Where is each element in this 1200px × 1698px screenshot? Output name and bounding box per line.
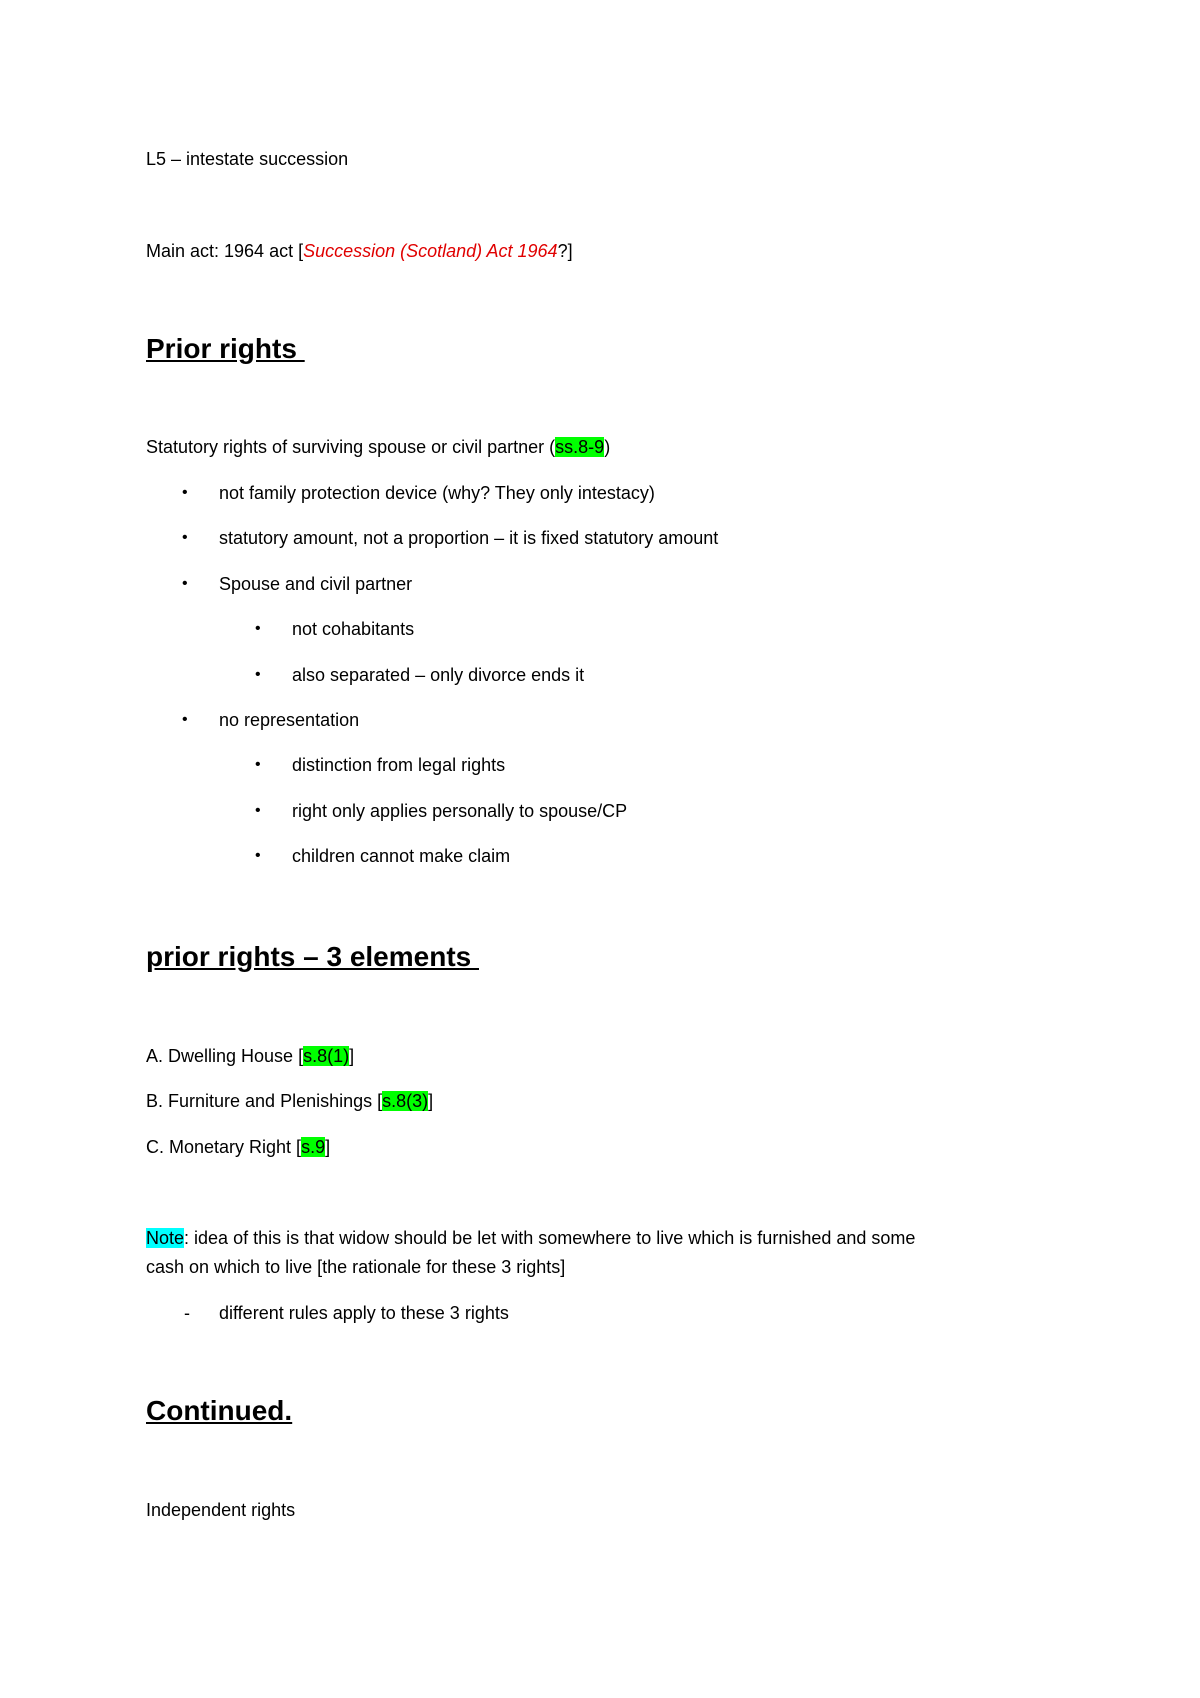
sub-list-item: children cannot make claim — [292, 846, 511, 866]
element-close: ] — [349, 1046, 355, 1066]
sub-list-item: also separated – only divorce ends it — [292, 665, 585, 685]
sub-list-item: distinction from legal rights — [292, 755, 506, 775]
bullet-icon: • — [255, 756, 261, 773]
statutory-rights-intro — [146, 436, 610, 458]
heading-continued: Continued. — [146, 1395, 293, 1426]
bullet-icon: • — [182, 711, 188, 728]
element-c — [146, 1136, 330, 1158]
dash-item: different rules apply to these 3 rights — [219, 1303, 509, 1323]
element-ref: s.9 — [301, 1137, 326, 1157]
main-act-line — [146, 240, 573, 262]
dash-symbol: - — [184, 1303, 190, 1323]
bullet-icon: • — [182, 529, 188, 546]
element-close: ] — [428, 1091, 434, 1111]
intro-ref: ss.8-9 — [555, 437, 605, 457]
sub-list-item: not cohabitants — [292, 619, 415, 639]
bullet-icon: • — [255, 802, 261, 819]
bullet-icon: • — [182, 484, 188, 501]
note-line-2: cash on which to live [the rationale for these 3 rights] — [146, 1257, 566, 1277]
element-ref: s.8(1) — [303, 1046, 350, 1066]
main-act-name: Succession (Scotland) Act 1964 — [303, 241, 558, 261]
bullet-icon: • — [255, 666, 261, 683]
list-item: not family protection device (why? They only intestacy) — [219, 483, 655, 503]
note-text: : idea of this is that widow should be let with somewhere to live which is furnished and some — [184, 1228, 916, 1248]
intro-text: Statutory rights of surviving spouse or civil partner ( — [146, 437, 556, 457]
list-item: no representation — [219, 710, 360, 730]
element-label: C. Monetary Right [ — [146, 1137, 302, 1157]
sub-list-item: right only applies personally to spouse/CP — [292, 801, 628, 821]
element-ref: s.8(3) — [382, 1091, 429, 1111]
document-title: L5 – intestate succession — [146, 149, 349, 169]
heading-prior-rights: Prior rights — [146, 333, 305, 364]
element-close: ] — [325, 1137, 331, 1157]
heading-three-elements: prior rights – 3 elements — [146, 941, 479, 972]
main-act-suffix: ?] — [557, 241, 573, 261]
main-act-prefix: Main act: 1964 act [ — [146, 241, 304, 261]
bullet-icon: • — [182, 575, 188, 592]
bullet-icon: • — [255, 620, 261, 637]
note-label: Note — [146, 1228, 185, 1248]
element-label: A. Dwelling House [ — [146, 1046, 304, 1066]
element-a — [146, 1045, 354, 1067]
bullet-icon: • — [255, 847, 261, 864]
independent-rights-text: Independent rights — [146, 1500, 296, 1520]
note-line-1 — [146, 1227, 915, 1249]
element-b — [146, 1090, 433, 1112]
element-label: B. Furniture and Plenishings [ — [146, 1091, 383, 1111]
intro-close: ) — [604, 437, 611, 457]
list-item: Spouse and civil partner — [219, 574, 413, 594]
list-item: statutory amount, not a proportion – it is fixed statutory amount — [219, 528, 719, 548]
